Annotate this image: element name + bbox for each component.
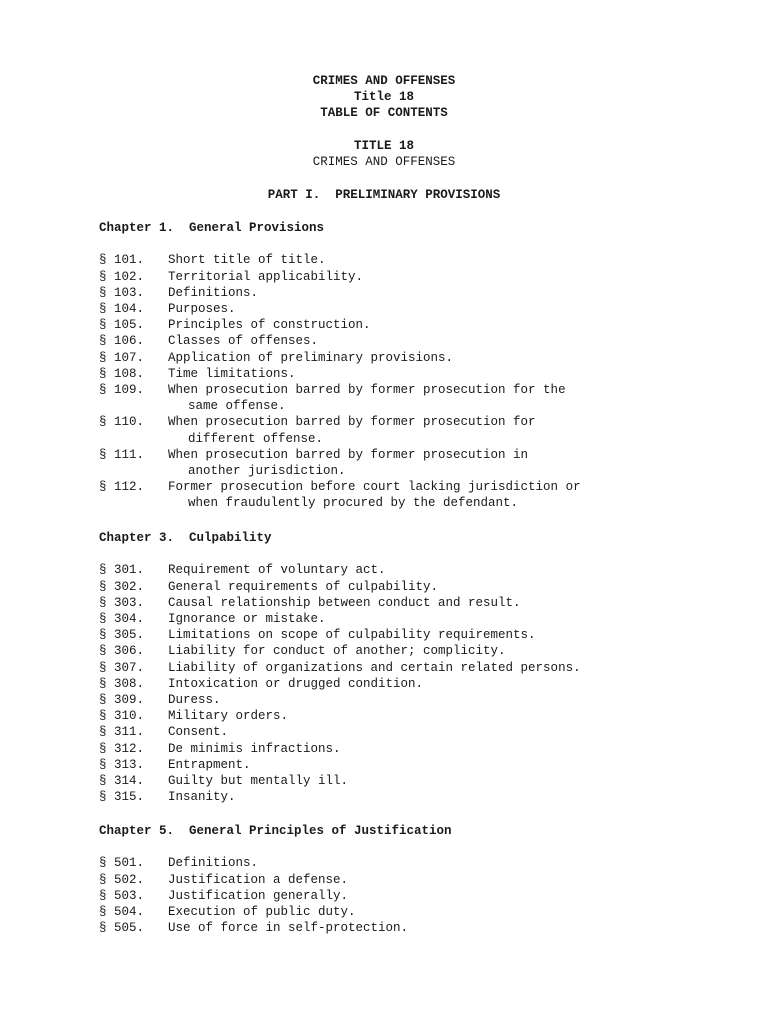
section-number: § 112. xyxy=(99,480,145,494)
section-number: § 303. xyxy=(99,596,145,610)
section-number: § 313. xyxy=(99,758,145,772)
section-title: When prosecution barred by former prosecution for the xyxy=(168,383,566,397)
section-title: Ignorance or mistake. xyxy=(168,612,326,626)
section-number: § 311. xyxy=(99,725,145,739)
section-title: Application of preliminary provisions. xyxy=(168,351,454,365)
section-number: § 502. xyxy=(99,873,145,887)
section-title: Causal relationship between conduct and result. xyxy=(168,596,521,610)
section-number: § 103. xyxy=(99,286,145,300)
section-number: § 501. xyxy=(99,856,145,870)
section-number: § 504. xyxy=(99,905,145,919)
section-title: Short title of title. xyxy=(168,253,326,267)
section-number: § 308. xyxy=(99,677,145,691)
section-title: Time limitations. xyxy=(168,367,296,381)
chapter-heading: Chapter 1. General Provisions xyxy=(99,221,325,235)
section-title: Justification a defense. xyxy=(168,873,349,887)
section-number: § 305. xyxy=(99,628,145,642)
section-title: Purposes. xyxy=(168,302,236,316)
section-title: General requirements of culpability. xyxy=(168,580,439,594)
doc-header-line3: TABLE OF CONTENTS xyxy=(320,106,448,120)
section-number: § 505. xyxy=(99,921,145,935)
section-number: § 110. xyxy=(99,415,145,429)
section-title: Principles of construction. xyxy=(168,318,371,332)
part-heading: PART I. PRELIMINARY PROVISIONS xyxy=(267,188,501,202)
section-number: § 108. xyxy=(99,367,145,381)
section-number: § 314. xyxy=(99,774,145,788)
section-title: Justification generally. xyxy=(168,889,349,903)
chapter-heading: Chapter 3. Culpability xyxy=(99,531,272,545)
section-title: Execution of public duty. xyxy=(168,905,356,919)
section-title: When prosecution barred by former prosecution for xyxy=(168,415,536,429)
section-title: Guilty but mentally ill. xyxy=(168,774,349,788)
section-title: De minimis infractions. xyxy=(168,742,341,756)
section-title: Limitations on scope of culpability requirements. xyxy=(168,628,536,642)
section-title-continued: when fraudulently procured by the defendant. xyxy=(188,496,519,510)
title-name: CRIMES AND OFFENSES xyxy=(312,155,456,169)
section-title-continued: same offense. xyxy=(188,399,286,413)
section-number: § 304. xyxy=(99,612,145,626)
section-number: § 109. xyxy=(99,383,145,397)
section-title: Definitions. xyxy=(168,286,259,300)
section-title: Liability for conduct of another; complicity. xyxy=(168,644,506,658)
doc-header-line1: CRIMES AND OFFENSES xyxy=(312,74,456,88)
section-number: § 104. xyxy=(99,302,145,316)
section-number: § 312. xyxy=(99,742,145,756)
section-number: § 111. xyxy=(99,448,145,462)
section-number: § 106. xyxy=(99,334,145,348)
section-title: Duress. xyxy=(168,693,221,707)
section-number: § 503. xyxy=(99,889,145,903)
section-number: § 302. xyxy=(99,580,145,594)
title-label: TITLE 18 xyxy=(353,139,414,153)
section-title: Consent. xyxy=(168,725,229,739)
section-number: § 102. xyxy=(99,270,145,284)
section-title-continued: different offense. xyxy=(188,432,324,446)
section-title: Military orders. xyxy=(168,709,289,723)
section-number: § 101. xyxy=(99,253,145,267)
section-title: Former prosecution before court lacking jurisdiction or xyxy=(168,480,581,494)
section-title: Intoxication or drugged condition. xyxy=(168,677,424,691)
section-number: § 315. xyxy=(99,790,145,804)
section-title: Requirement of voluntary act. xyxy=(168,563,386,577)
section-number: § 301. xyxy=(99,563,145,577)
section-number: § 306. xyxy=(99,644,145,658)
section-number: § 307. xyxy=(99,661,145,675)
section-title-continued: another jurisdiction. xyxy=(188,464,346,478)
chapter-heading: Chapter 5. General Principles of Justification xyxy=(99,824,452,838)
section-title: Use of force in self-protection. xyxy=(168,921,409,935)
doc-header-line2: Title 18 xyxy=(353,90,414,104)
section-number: § 107. xyxy=(99,351,145,365)
section-number: § 105. xyxy=(99,318,145,332)
section-title: Definitions. xyxy=(168,856,259,870)
section-title: Classes of offenses. xyxy=(168,334,319,348)
section-title: Entrapment. xyxy=(168,758,251,772)
section-number: § 310. xyxy=(99,709,145,723)
section-title: Insanity. xyxy=(168,790,236,804)
section-title: When prosecution barred by former prosecution in xyxy=(168,448,529,462)
section-number: § 309. xyxy=(99,693,145,707)
section-title: Liability of organizations and certain related persons. xyxy=(168,661,581,675)
section-title: Territorial applicability. xyxy=(168,270,364,284)
